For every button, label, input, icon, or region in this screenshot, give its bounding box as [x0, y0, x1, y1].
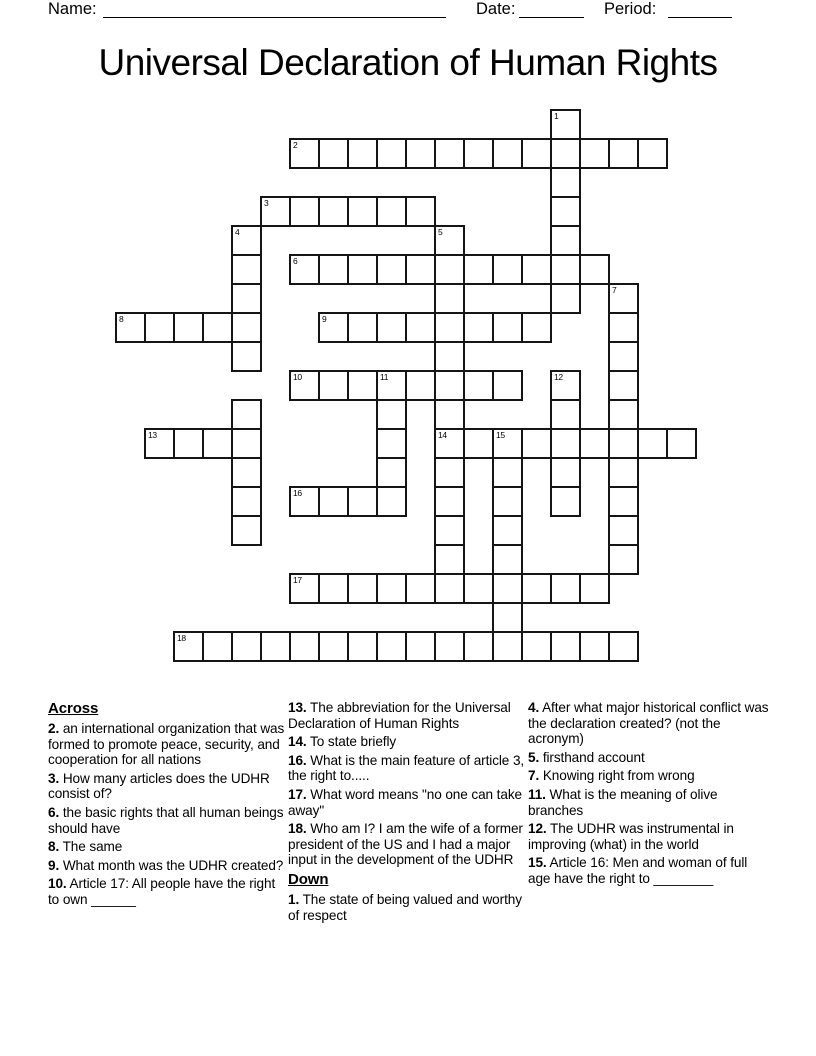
grid-cell-r8-c11[interactable]	[434, 341, 465, 372]
grid-cell-r15-c13[interactable]	[492, 544, 523, 575]
grid-cell-r9-c11[interactable]	[434, 370, 465, 401]
grid-cell-r13-c17[interactable]	[608, 486, 639, 517]
grid-cell-r9-c13[interactable]	[492, 370, 523, 401]
grid-cell-r1-c7[interactable]	[318, 138, 349, 169]
grid-cell-r16-c11[interactable]	[434, 573, 465, 604]
grid-cell-r16-c6[interactable]	[289, 573, 320, 604]
grid-cell-r7-c13[interactable]	[492, 312, 523, 343]
cell-number: 9	[322, 314, 327, 324]
grid-cell-r7-c2[interactable]	[173, 312, 204, 343]
grid-cell-r14-c13[interactable]	[492, 515, 523, 546]
cell-number: 15	[496, 430, 505, 440]
grid-cell-r5-c13[interactable]	[492, 254, 523, 285]
grid-cell-r11-c18[interactable]	[637, 428, 668, 459]
grid-cell-r6-c17[interactable]	[608, 283, 639, 314]
clue-18: 18. Who am I? I am the wife of a former president of the US and I had a major input in the development of the UDHR	[288, 821, 523, 868]
grid-cell-r18-c10[interactable]	[405, 631, 436, 662]
clue-9: 9. What month was the UDHR created?	[48, 857, 284, 873]
grid-cell-r7-c11[interactable]	[434, 312, 465, 343]
grid-cell-r1-c10[interactable]	[405, 138, 436, 169]
grid-cell-r0-c15[interactable]	[550, 109, 581, 140]
grid-cell-r16-c13[interactable]	[492, 573, 523, 604]
grid-cell-r14-c11[interactable]	[434, 515, 465, 546]
grid-cell-r12-c15[interactable]	[550, 457, 581, 488]
cell-number: 8	[119, 314, 124, 324]
grid-cell-r18-c3[interactable]	[202, 631, 233, 662]
grid-cell-r17-c13[interactable]	[492, 602, 523, 633]
grid-cell-r9-c6[interactable]	[289, 370, 320, 401]
cell-number: 12	[554, 372, 563, 382]
clue-15: 15. Article 16: Men and woman of full age have the right to ________	[528, 855, 748, 886]
cell-number: 2	[293, 140, 298, 150]
cell-number: 3	[264, 198, 269, 208]
grid-cell-r11-c4[interactable]	[231, 428, 262, 459]
grid-cell-r18-c8[interactable]	[347, 631, 378, 662]
page-title: Universal Declaration of Human Rights	[98, 42, 718, 83]
grid-cell-r5-c6[interactable]	[289, 254, 320, 285]
grid-cell-r13-c6[interactable]	[289, 486, 320, 517]
grid-cell-r10-c17[interactable]	[608, 399, 639, 430]
grid-cell-r9-c15[interactable]	[550, 370, 581, 401]
grid-cell-r15-c17[interactable]	[608, 544, 639, 575]
date-label: Date:	[476, 0, 516, 18]
clue-3: 3. How many articles does the UDHR consist of?	[48, 770, 270, 802]
cell-number: 11	[380, 372, 389, 382]
grid-cell-r9-c8[interactable]	[347, 370, 378, 401]
grid-cell-r5-c11[interactable]	[434, 254, 465, 285]
grid-cell-r12-c9[interactable]	[376, 457, 407, 488]
clue-column-2	[288, 700, 526, 926]
grid-cell-r18-c9[interactable]	[376, 631, 407, 662]
grid-cell-r9-c7[interactable]	[318, 370, 349, 401]
cell-number: 1	[554, 111, 559, 121]
grid-cell-r18-c7[interactable]	[318, 631, 349, 662]
clue-12: 12. The UDHR was instrumental in improving (what) in the world	[528, 821, 734, 852]
name-label: Name:	[48, 0, 97, 18]
grid-cell-r1-c11[interactable]	[434, 138, 465, 169]
period-blank-line	[668, 0, 732, 18]
grid-cell-r18-c12[interactable]	[463, 631, 494, 662]
cell-number: 7	[612, 285, 617, 295]
cell-number: 4	[235, 227, 240, 237]
grid-cell-r5-c9[interactable]	[376, 254, 407, 285]
grid-cell-r11-c19[interactable]	[666, 428, 697, 459]
clue-10: 10. Article 17: All people have the right to own ______	[48, 876, 276, 907]
grid-cell-r13-c9[interactable]	[376, 486, 407, 517]
clue-2: 2. an international organization that was formed to promote peace, security, and cooperation for all nations	[48, 721, 285, 768]
grid-cell-r1-c14[interactable]	[521, 138, 552, 169]
grid-cell-r10-c15[interactable]	[550, 399, 581, 430]
period-label: Period:	[604, 0, 657, 18]
clue-column-3	[528, 700, 770, 890]
cell-number: 10	[293, 372, 302, 382]
grid-cell-r13-c13[interactable]	[492, 486, 523, 517]
grid-cell-r3-c5[interactable]	[260, 196, 291, 227]
grid-cell-r4-c15[interactable]	[550, 225, 581, 256]
grid-cell-r7-c14[interactable]	[521, 312, 552, 343]
grid-cell-r1-c6[interactable]	[289, 138, 320, 169]
grid-cell-r12-c17[interactable]	[608, 457, 639, 488]
grid-cell-r16-c7[interactable]	[318, 573, 349, 604]
clue-column-1	[48, 700, 286, 911]
clue-7: 7. Knowing right from wrong	[528, 768, 695, 784]
grid-cell-r13-c7[interactable]	[318, 486, 349, 517]
cell-number: 13	[148, 430, 157, 440]
grid-cell-r10-c4[interactable]	[231, 399, 262, 430]
grid-cell-r5-c8[interactable]	[347, 254, 378, 285]
grid-cell-r10-c11[interactable]	[434, 399, 465, 430]
grid-cell-r8-c4[interactable]	[231, 341, 262, 372]
clue-8: 8. The same	[48, 839, 123, 855]
grid-cell-r18-c11[interactable]	[434, 631, 465, 662]
grid-cell-r16-c10[interactable]	[405, 573, 436, 604]
grid-cell-r5-c16[interactable]	[579, 254, 610, 285]
grid-cell-r5-c10[interactable]	[405, 254, 436, 285]
grid-cell-r13-c15[interactable]	[550, 486, 581, 517]
clue-17: 17. What word means "no one can take away"	[288, 786, 522, 818]
grid-cell-r5-c15[interactable]	[550, 254, 581, 285]
grid-cell-r1-c8[interactable]	[347, 138, 378, 169]
grid-cell-r9-c10[interactable]	[405, 370, 436, 401]
grid-cell-r5-c4[interactable]	[231, 254, 262, 285]
grid-cell-r11-c2[interactable]	[173, 428, 204, 459]
grid-cell-r13-c4[interactable]	[231, 486, 262, 517]
grid-cell-r6-c15[interactable]	[550, 283, 581, 314]
grid-cell-r1-c18[interactable]	[637, 138, 668, 169]
grid-cell-r7-c17[interactable]	[608, 312, 639, 343]
grid-cell-r1-c15[interactable]	[550, 138, 581, 169]
grid-cell-r3-c7[interactable]	[318, 196, 349, 227]
grid-cell-r8-c17[interactable]	[608, 341, 639, 372]
grid-cell-r3-c10[interactable]	[405, 196, 436, 227]
grid-cell-r1-c17[interactable]	[608, 138, 639, 169]
grid-cell-r18-c16[interactable]	[579, 631, 610, 662]
grid-cell-r18-c13[interactable]	[492, 631, 523, 662]
grid-cell-r1-c9[interactable]	[376, 138, 407, 169]
grid-cell-r5-c7[interactable]	[318, 254, 349, 285]
grid-cell-r12-c13[interactable]	[492, 457, 523, 488]
grid-cell-r1-c16[interactable]	[579, 138, 610, 169]
grid-cell-r6-c4[interactable]	[231, 283, 262, 314]
grid-cell-r7-c0[interactable]	[115, 312, 146, 343]
grid-cell-r9-c12[interactable]	[463, 370, 494, 401]
grid-cell-r7-c8[interactable]	[347, 312, 378, 343]
clue-13: 13. The abbreviation for the Universal Declaration of Human Rights	[288, 700, 511, 731]
clue-16: 16. What is the main feature of article 3, the right to.....	[288, 752, 525, 784]
grid-cell-r3-c8[interactable]	[347, 196, 378, 227]
grid-cell-r14-c4[interactable]	[231, 515, 262, 546]
grid-cell-r3-c15[interactable]	[550, 196, 581, 227]
grid-cell-r11-c14[interactable]	[521, 428, 552, 459]
grid-cell-r3-c6[interactable]	[289, 196, 320, 227]
grid-cell-r2-c15[interactable]	[550, 167, 581, 198]
cell-number: 5	[438, 227, 443, 237]
grid-cell-r16-c14[interactable]	[521, 573, 552, 604]
grid-cell-r11-c15[interactable]	[550, 428, 581, 459]
date-blank-line	[519, 0, 584, 18]
grid-cell-r18-c5[interactable]	[260, 631, 291, 662]
cell-number: 16	[293, 488, 302, 498]
grid-cell-r11-c1[interactable]	[144, 428, 175, 459]
grid-cell-r13-c8[interactable]	[347, 486, 378, 517]
grid-cell-r4-c11[interactable]	[434, 225, 465, 256]
crossword-grid	[116, 110, 700, 665]
grid-cell-r12-c4[interactable]	[231, 457, 262, 488]
clue-1: 1. The state of being valued and worthy of respect	[288, 891, 522, 923]
grid-cell-r3-c9[interactable]	[376, 196, 407, 227]
grid-cell-r16-c9[interactable]	[376, 573, 407, 604]
cell-number: 18	[177, 633, 186, 643]
grid-cell-r1-c12[interactable]	[463, 138, 494, 169]
grid-cell-r12-c11[interactable]	[434, 457, 465, 488]
name-blank-line	[103, 0, 446, 18]
grid-cell-r5-c12[interactable]	[463, 254, 494, 285]
grid-cell-r16-c8[interactable]	[347, 573, 378, 604]
grid-cell-r4-c4[interactable]	[231, 225, 262, 256]
grid-cell-r18-c17[interactable]	[608, 631, 639, 662]
grid-cell-r7-c9[interactable]	[376, 312, 407, 343]
grid-cell-r18-c4[interactable]	[231, 631, 262, 662]
grid-cell-r18-c14[interactable]	[521, 631, 552, 662]
grid-cell-r11-c16[interactable]	[579, 428, 610, 459]
grid-cell-r7-c1[interactable]	[144, 312, 175, 343]
grid-cell-r10-c9[interactable]	[376, 399, 407, 430]
grid-cell-r16-c15[interactable]	[550, 573, 581, 604]
grid-cell-r14-c17[interactable]	[608, 515, 639, 546]
clue-6: 6. the basic rights that all human beings should have	[48, 804, 284, 836]
clue-4: 4. After what major historical conflict was the declaration created? (not the acronym)	[528, 700, 769, 747]
grid-cell-r7-c10[interactable]	[405, 312, 436, 343]
grid-cell-r16-c16[interactable]	[579, 573, 610, 604]
grid-cell-r9-c17[interactable]	[608, 370, 639, 401]
grid-cell-r9-c9[interactable]	[376, 370, 407, 401]
grid-cell-r18-c6[interactable]	[289, 631, 320, 662]
cell-number: 14	[438, 430, 447, 440]
grid-cell-r7-c3[interactable]	[202, 312, 233, 343]
clue-heading-across: Across	[48, 700, 99, 717]
grid-cell-r18-c15[interactable]	[550, 631, 581, 662]
clue-5: 5. firsthand account	[528, 749, 645, 765]
grid-cell-r13-c11[interactable]	[434, 486, 465, 517]
grid-cell-r15-c11[interactable]	[434, 544, 465, 575]
clue-11: 11. What is the meaning of olive branches	[528, 786, 718, 818]
clue-heading-down: Down	[288, 870, 329, 888]
cell-number: 17	[293, 575, 302, 585]
grid-cell-r11-c9[interactable]	[376, 428, 407, 459]
grid-cell-r11-c3[interactable]	[202, 428, 233, 459]
grid-cell-r7-c12[interactable]	[463, 312, 494, 343]
clue-14: 14. To state briefly	[288, 734, 397, 750]
grid-cell-r11-c11[interactable]	[434, 428, 465, 459]
grid-cell-r7-c4[interactable]	[231, 312, 262, 343]
grid-cell-r7-c7[interactable]	[318, 312, 349, 343]
grid-cell-r1-c13[interactable]	[492, 138, 523, 169]
grid-cell-r11-c13[interactable]	[492, 428, 523, 459]
grid-cell-r11-c12[interactable]	[463, 428, 494, 459]
grid-cell-r16-c12[interactable]	[463, 573, 494, 604]
grid-cell-r6-c11[interactable]	[434, 283, 465, 314]
grid-cell-r5-c14[interactable]	[521, 254, 552, 285]
grid-cell-r18-c2[interactable]	[173, 631, 204, 662]
grid-cell-r11-c17[interactable]	[608, 428, 639, 459]
cell-number: 6	[293, 256, 298, 266]
